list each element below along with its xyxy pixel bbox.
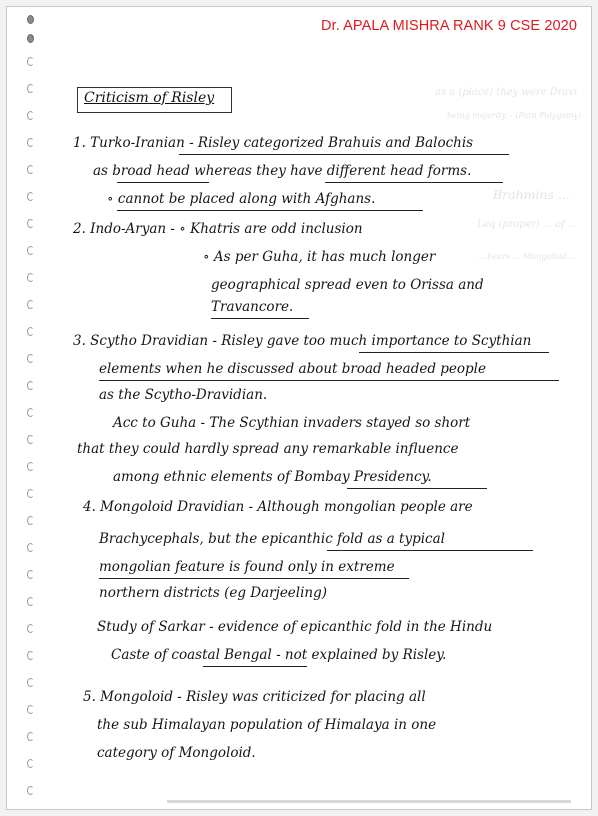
note-line: ∘ cannot be placed along with Afghans.: [107, 191, 376, 207]
note-line: 5. Mongoloid - Risley was criticized for placing all: [83, 689, 426, 705]
bleed-through-text: being majority, - (Para Polygamy): [447, 111, 582, 120]
binding-ring: [27, 435, 34, 444]
binding-ring: [27, 273, 34, 282]
binding-ring: [27, 327, 34, 336]
binding-ring: [27, 705, 34, 714]
emphasis-underline: [347, 488, 487, 489]
note-line: geographical spread even to Orissa and: [211, 277, 484, 293]
emphasis-underline: [99, 578, 409, 579]
binding-ring: [27, 624, 34, 633]
title-box: [77, 87, 232, 113]
emphasis-underline: [99, 380, 559, 381]
page-title: Criticism of Risley: [84, 90, 215, 106]
emphasis-underline: [203, 666, 307, 667]
note-line: 2. Indo-Aryan - ∘ Khatris are odd inclusion: [73, 221, 363, 237]
binding-ring: [27, 15, 34, 24]
note-line: the sub Himalayan population of Himalaya in one: [97, 717, 437, 733]
binding-ring: [27, 489, 34, 498]
note-line: Travancore.: [211, 299, 294, 315]
bleed-through-text: as a (place) they were Dravi: [435, 87, 578, 98]
binding-ring: [27, 192, 34, 201]
binding-ring: [27, 111, 34, 120]
binding-ring: [27, 678, 34, 687]
binding-ring: [27, 57, 34, 66]
notebook-page: [6, 6, 592, 810]
emphasis-underline: [211, 318, 309, 319]
header-credit: Dr. APALA MISHRA RANK 9 CSE 2020: [321, 18, 577, 34]
emphasis-underline: [179, 154, 509, 155]
note-line: Study of Sarkar - evidence of epicanthic fold in the Hindu: [97, 619, 493, 635]
note-line: elements when he discussed about broad headed people: [99, 361, 486, 377]
note-line: that they could hardly spread any remarkable influence: [77, 441, 459, 457]
binding-ring: [27, 408, 34, 417]
binding-ring: [27, 138, 34, 147]
emphasis-underline: [359, 352, 549, 353]
note-line: category of Mongoloid.: [97, 745, 256, 761]
binding-ring: [27, 246, 34, 255]
binding-ring: [27, 786, 34, 795]
emphasis-underline: [117, 210, 423, 211]
note-line: Brachycephals, but the epicanthic fold as a typical: [99, 531, 445, 547]
note-line: mongolian feature is found only in extreme: [99, 559, 395, 575]
bleed-through-text: ... bears ... Mongoloid ...: [477, 251, 578, 261]
bleed-through-text: Leq (proper) ... of ...: [477, 219, 578, 230]
page-bottom-edge: [167, 800, 571, 803]
binding-ring: [27, 651, 34, 660]
binding-ring: [27, 300, 34, 309]
note-line: among ethnic elements of Bombay Presidency.: [113, 469, 432, 485]
note-line: as the Scytho-Dravidian.: [99, 387, 268, 403]
binding-ring: [27, 354, 34, 363]
binding-ring: [27, 219, 34, 228]
note-line: Caste of coastal Bengal - not explained by Risley.: [111, 647, 447, 663]
note-line: as broad head whereas they have different head forms.: [93, 163, 472, 179]
note-line: 1. Turko-Iranian - Risley categorized Brahuis and Balochis: [73, 135, 474, 151]
binding-ring: [27, 570, 34, 579]
emphasis-underline: [327, 550, 533, 551]
emphasis-underline: [117, 182, 209, 183]
binding-ring: [27, 543, 34, 552]
note-line: ∘ As per Guha, it has much longer: [203, 249, 436, 265]
note-line: Acc to Guha - The Scythian invaders stayed so short: [113, 415, 471, 431]
binding-ring: [27, 165, 34, 174]
emphasis-underline: [325, 182, 503, 183]
bleed-through-text: Brahmins ...: [493, 187, 570, 202]
note-line: 3. Scytho Dravidian - Risley gave too much importance to Scythian: [73, 333, 532, 349]
binding-ring: [27, 732, 34, 741]
note-line: 4. Mongoloid Dravidian - Although mongolian people are: [83, 499, 473, 515]
note-line: northern districts (eg Darjeeling): [99, 585, 328, 601]
binding-ring: [27, 381, 34, 390]
binding-ring: [27, 516, 34, 525]
binding-ring: [27, 34, 34, 43]
binding-ring: [27, 759, 34, 768]
binding-ring: [27, 597, 34, 606]
binding-ring: [27, 462, 34, 471]
binding-ring: [27, 84, 34, 93]
